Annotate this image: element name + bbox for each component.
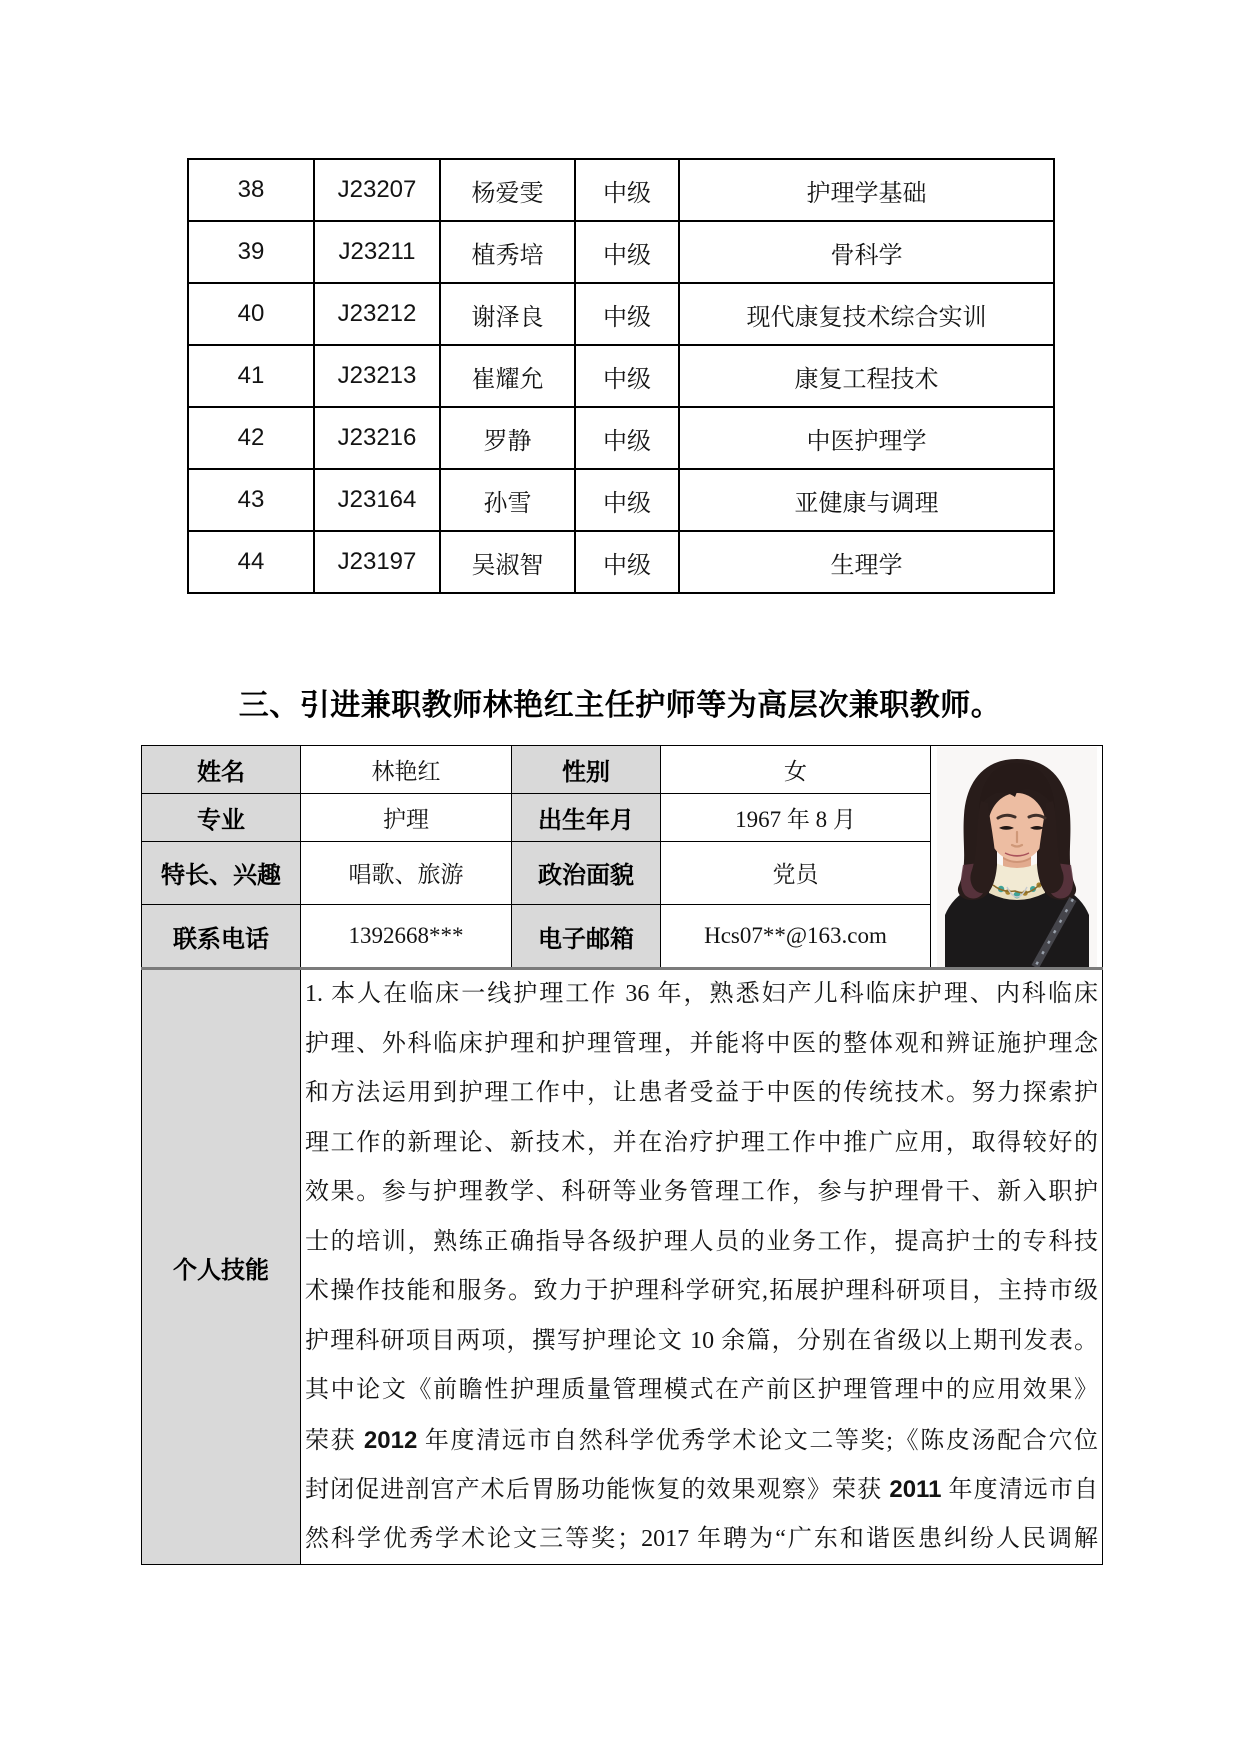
teacher-course-cell: 现代康复技术综合实训 xyxy=(679,283,1054,345)
skills-text-segment: 封闭促进剖宫产术后胃肠功能恢复的效果观察》荣获 xyxy=(305,1477,890,1503)
skills-year-bold: 2011 xyxy=(889,1476,942,1503)
politics-value: 党员 xyxy=(661,841,931,905)
teacher-code-cell: J23216 xyxy=(314,407,440,469)
teacher-name-cell: 孙雪 xyxy=(440,469,575,531)
teacher-code-cell: J23207 xyxy=(314,159,440,221)
skills-text-segment: 护理科研项目两项，撰写护理论文 10 余篇，分别在省级以上期刊发表。 xyxy=(305,1327,1098,1354)
teacher-table-row xyxy=(188,469,1054,531)
teacher-no-cell: 40 xyxy=(188,283,314,345)
profile-row-skills xyxy=(142,969,1103,1565)
teacher-table-row xyxy=(188,159,1054,221)
teacher-course-cell: 亚健康与调理 xyxy=(679,469,1054,531)
skills-text-segment: 然科学优秀学术论文三等奖；2017 年聘为“广东和谐医患纠纷人民调解 xyxy=(305,1525,1098,1552)
hobby-value: 唱歌、旅游 xyxy=(301,841,512,905)
skills-text-segment: 荣获 xyxy=(305,1427,364,1454)
teacher-no-cell: 38 xyxy=(188,159,314,221)
phone-value: 1392668*** xyxy=(301,905,512,969)
phone-label: 联系电话 xyxy=(142,905,301,969)
skills-text-segment: 术操作技能和服务。致力于护理科学研究,拓展护理科研项目，主持市级 xyxy=(305,1278,1098,1304)
teacher-no-cell: 39 xyxy=(188,221,314,283)
teacher-code-cell: J23211 xyxy=(314,221,440,283)
gender-label: 性别 xyxy=(512,746,661,794)
teacher-name-cell: 谢泽良 xyxy=(440,283,575,345)
skills-text-segment: 年度清远市自 xyxy=(941,1477,1098,1503)
teacher-level-cell: 中级 xyxy=(575,407,679,469)
gender-value: 女 xyxy=(661,746,931,794)
skills-line xyxy=(305,1465,1098,1515)
teacher-table-row xyxy=(188,531,1054,593)
teacher-level-cell: 中级 xyxy=(575,221,679,283)
skills-line xyxy=(305,1317,1098,1367)
skills-line xyxy=(305,1168,1098,1218)
teacher-code-cell: J23212 xyxy=(314,283,440,345)
name-value: 林艳红 xyxy=(301,746,512,794)
skills-text-segment: 效果。参与护理教学、科研等业务管理工作，参与护理骨干、新入职护 xyxy=(305,1179,1098,1205)
teacher-table-row xyxy=(188,283,1054,345)
teacher-course-cell: 护理学基础 xyxy=(679,159,1054,221)
major-value: 护理 xyxy=(301,794,512,841)
skills-text-segment: 理工作的新理论、新技术，并在治疗护理工作中推广应用，取得较好的 xyxy=(305,1129,1098,1156)
teacher-course-cell: 骨科学 xyxy=(679,221,1054,283)
skills-text-segment: 护理、外科临床护理和护理管理，并能将中医的整体观和辨证施护理念 xyxy=(305,1030,1098,1057)
skills-text-segment: 1. 本人在临床一线护理工作 36 年，熟悉妇产儿科临床护理、内科临床 xyxy=(305,981,1098,1007)
skills-line xyxy=(305,970,1098,1020)
teacher-table-row xyxy=(188,407,1054,469)
skills-line xyxy=(305,1416,1098,1466)
teacher-name-cell: 崔耀允 xyxy=(440,345,575,407)
teacher-no-cell: 43 xyxy=(188,469,314,531)
skills-label: 个人技能 xyxy=(142,969,301,1565)
teacher-table-body xyxy=(188,159,1054,593)
profile-table xyxy=(141,745,1103,1565)
skills-line xyxy=(305,1267,1098,1317)
skills-line xyxy=(305,1218,1098,1268)
teacher-level-cell: 中级 xyxy=(575,469,679,531)
teacher-level-cell: 中级 xyxy=(575,345,679,407)
birthdate-value: 1967 年 8 月 xyxy=(661,794,931,841)
profile-row-name-gender xyxy=(142,746,1103,794)
teacher-code-cell: J23197 xyxy=(314,531,440,593)
teacher-no-cell: 41 xyxy=(188,345,314,407)
skills-year-bold: 2012 xyxy=(363,1426,418,1454)
major-label: 专业 xyxy=(142,794,301,841)
teacher-no-cell: 42 xyxy=(188,407,314,469)
name-label: 姓名 xyxy=(142,746,301,794)
skills-line xyxy=(305,1020,1098,1070)
skills-text-segment: 士的培训，熟练正确指导各级护理人员的业务工作，提高护士的专科技 xyxy=(305,1228,1098,1255)
teacher-name-cell: 吴淑智 xyxy=(440,531,575,593)
teacher-course-cell: 中医护理学 xyxy=(679,407,1054,469)
teacher-code-cell: J23164 xyxy=(314,469,440,531)
part-time-teacher-table xyxy=(187,158,1055,594)
teacher-level-cell: 中级 xyxy=(575,531,679,593)
teacher-name-cell: 植秀培 xyxy=(440,221,575,283)
email-value: Hcs07**@163.com xyxy=(661,905,931,969)
teacher-table-row xyxy=(188,221,1054,283)
teacher-course-cell: 生理学 xyxy=(679,531,1054,593)
skills-line xyxy=(305,1119,1098,1169)
skills-text-segment: 和方法运用到护理工作中，让患者受益于中医的传统技术。努力探索护 xyxy=(305,1080,1098,1106)
section-heading: 三、引进兼职教师林艳红主任护师等为高层次兼职教师。 xyxy=(238,689,1002,722)
skills-paragraph xyxy=(305,970,1098,1564)
birthdate-label: 出生年月 xyxy=(512,794,661,841)
politics-label: 政治面貌 xyxy=(512,841,661,905)
skills-line xyxy=(305,1515,1098,1565)
skills-line xyxy=(305,1069,1098,1119)
email-label: 电子邮箱 xyxy=(512,905,661,969)
skills-text-segment: 其中论文《前瞻性护理质量管理模式在产前区护理管理中的应用效果》 xyxy=(305,1377,1098,1403)
teacher-level-cell: 中级 xyxy=(575,283,679,345)
skills-line xyxy=(305,1366,1098,1416)
skills-text-segment: 年度清远市自然科学优秀学术论文二等奖;《陈皮汤配合穴位 xyxy=(417,1427,1098,1454)
skills-text-cell xyxy=(301,969,1103,1565)
portrait-photo xyxy=(931,746,1103,969)
teacher-table-row xyxy=(188,345,1054,407)
teacher-code-cell: J23213 xyxy=(314,345,440,407)
teacher-level-cell: 中级 xyxy=(575,159,679,221)
hobby-label: 特长、兴趣 xyxy=(142,841,301,905)
teacher-name-cell: 罗静 xyxy=(440,407,575,469)
teacher-no-cell: 44 xyxy=(188,531,314,593)
teacher-course-cell: 康复工程技术 xyxy=(679,345,1054,407)
teacher-name-cell: 杨爱雯 xyxy=(440,159,575,221)
